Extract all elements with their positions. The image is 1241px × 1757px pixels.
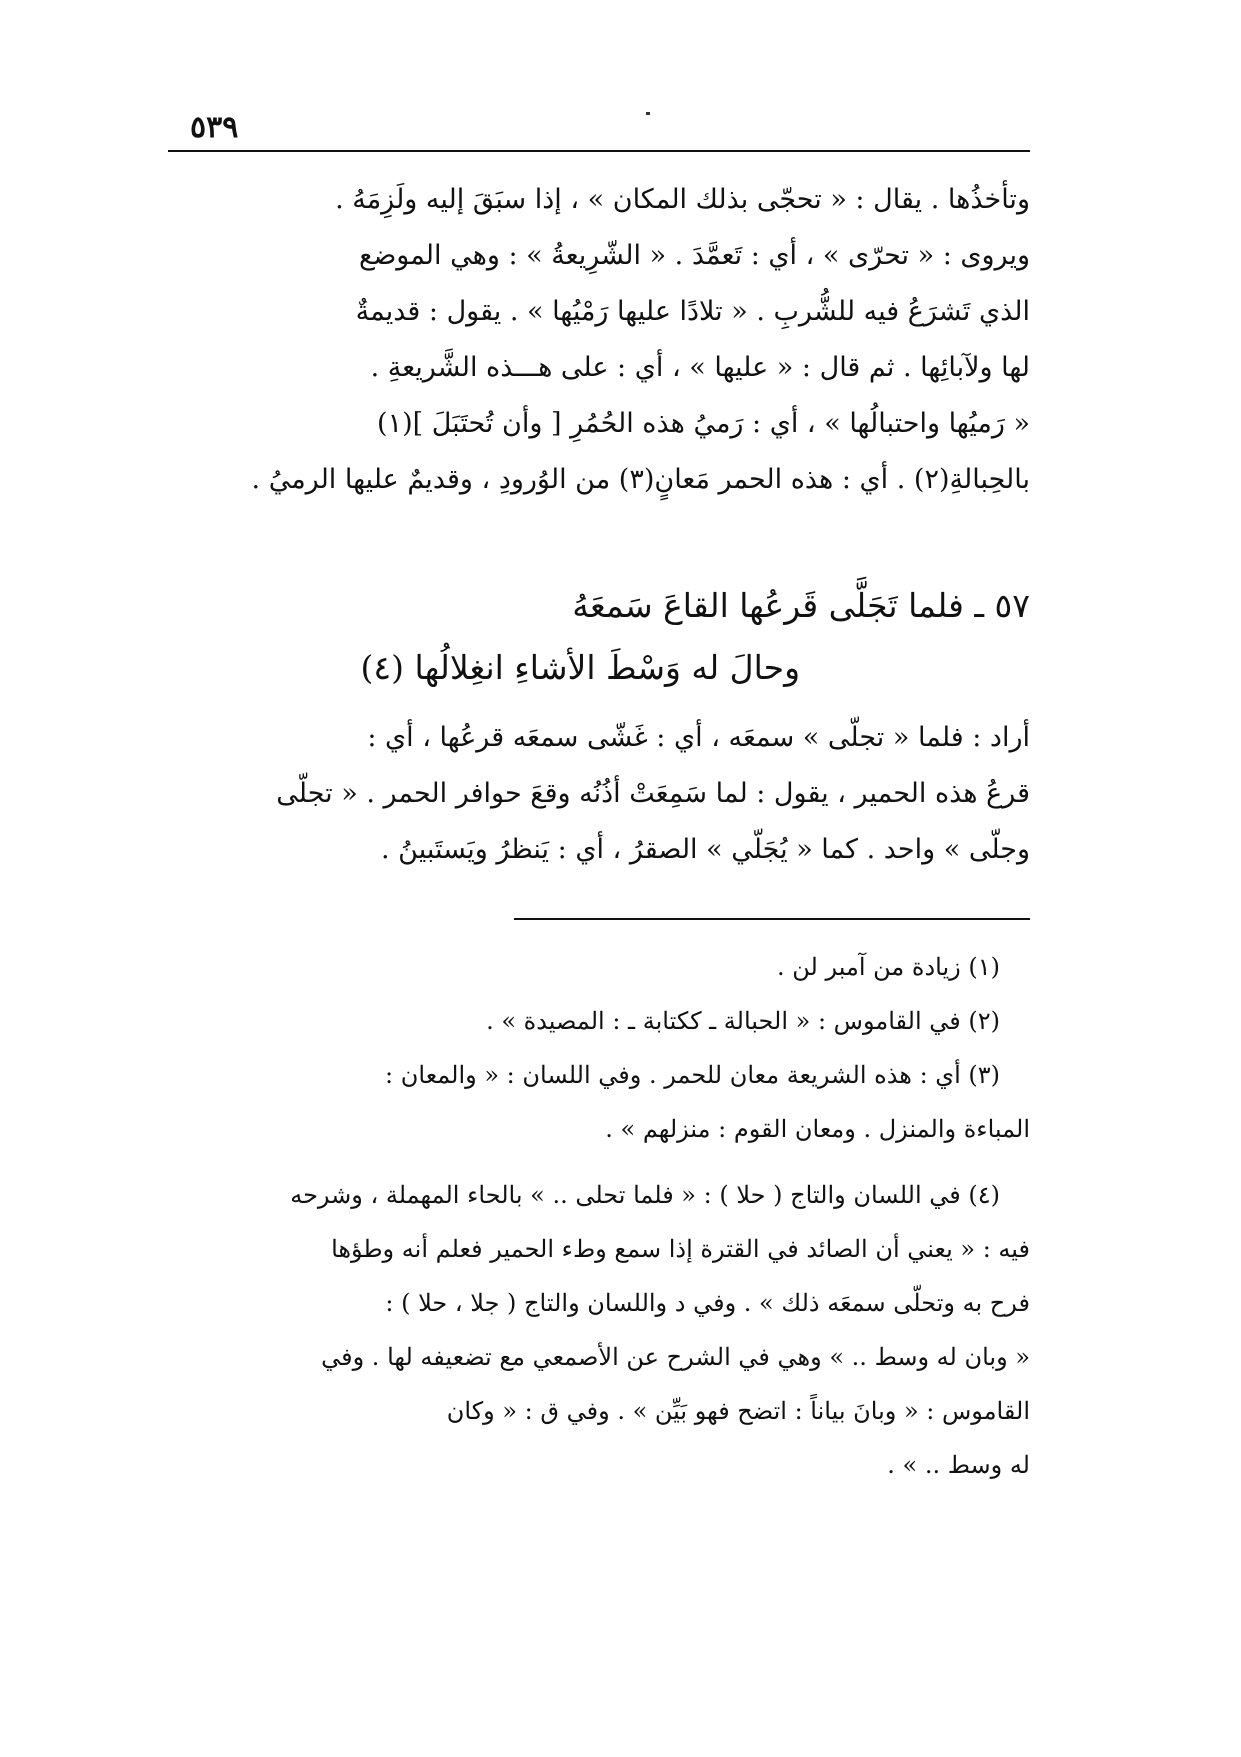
footnote-3: (٣) أي : هذه الشريعة معان للحمر . وفي اللسان : « والمعان :: [385, 1061, 1000, 1089]
verse-first-hemistich: ٥٧ ـ فلما تَجَلَّى قَرعُها القاعَ سَمعَهُ: [572, 586, 1030, 625]
header-rule: [168, 150, 1030, 152]
footnote-4-line: فرح به وتحلّى سمعَه ذلك » . وفي د واللسان والتاج ( جلا ، حلا ) :: [385, 1289, 1030, 1317]
footnote-2: (٢) في القاموس : « الحبالة ـ ككتابة ـ : المصيدة » .: [486, 1007, 1000, 1035]
body-line: بالحِبالةِ(٢) . أي : هذه الحمر مَعانٍ(٣) من الوُرودِ ، وقديمٌ عليها الرميُ .: [251, 464, 1030, 495]
footnote-3-continuation: المباءة والمنزل . ومعان القوم : منزلهم » .: [605, 1115, 1030, 1143]
commentary-line: وجلّى » واحد . كما « يُجَلّي » الصقرُ ، أي : يَنظرُ ويَستَبينُ .: [380, 834, 1030, 865]
body-line: الذي تَشرَعُ فيه للشُّربِ . « تلادًا عليها رَمْيُها » . يقول : قديمةٌ: [355, 296, 1030, 327]
verse-57: [168, 575, 1030, 699]
body-line: وتأخذُها . يقال : « تحجّى بذلك المكان » ، إذا سبَقَ إليه ولَزِمَهُ .: [335, 184, 1030, 215]
body-line: لها ولآبائِها . ثم قال : « عليها » ، أي : على هـــذه الشَّريعةِ .: [370, 352, 1030, 383]
footnote-4-line: القاموس : « وبانَ بياناً : اتضح فهو بَيِّن » . وفي ق : « وكان: [446, 1397, 1030, 1425]
footnote-4-line: له وسط .. » .: [887, 1451, 1030, 1479]
verse-second-hemistich: وحالَ له وَسْطَ الأشاءِ انغِلالُها (٤): [360, 648, 800, 687]
footnote-1: (١) زيادة من آمبر لن .: [777, 953, 1000, 981]
footnote-4: (٤) في اللسان والتاج ( حلا ) : « فلما تحلى .. » بالحاء المهملة ، وشرحه: [290, 1181, 1000, 1209]
page-number: ٥٣٩: [190, 110, 239, 145]
footnote-4-line: فيه : « يعني أن الصائد في القترة إذا سمع وطء الحمير فعلم أنه وطؤها: [331, 1235, 1030, 1263]
commentary-line: أراد : فلما « تجلّى » سمعَه ، أي : غَشّى سمعَه قرعُها ، أي :: [367, 722, 1030, 753]
body-line: « رَميُها واحتبالُها » ، أي : رَميُ هذه الحُمُرِ [ وأن تُحتَبَلَ ](١): [377, 408, 1030, 439]
footnotes: [168, 940, 1030, 1492]
footnote-rule: [514, 918, 1030, 920]
ink-dot: [646, 112, 650, 115]
footnote-4-line: « وبان له وسط .. » وهي في الشرح عن الأصمعي مع تضعيفه لها . وفي: [321, 1343, 1030, 1371]
body-line: ويروى : « تحرّى » ، أي : تَعمَّدَ . « الشّرِيعةُ » : وهي الموضع: [358, 240, 1030, 271]
commentary-paragraph: [168, 710, 1030, 878]
body-paragraph: [168, 172, 1030, 508]
commentary-line: قرعُ هذه الحمير ، يقول : لما سَمِعَتْ أذُنُه وقعَ حوافر الحمر . « تجلّى: [276, 778, 1030, 809]
